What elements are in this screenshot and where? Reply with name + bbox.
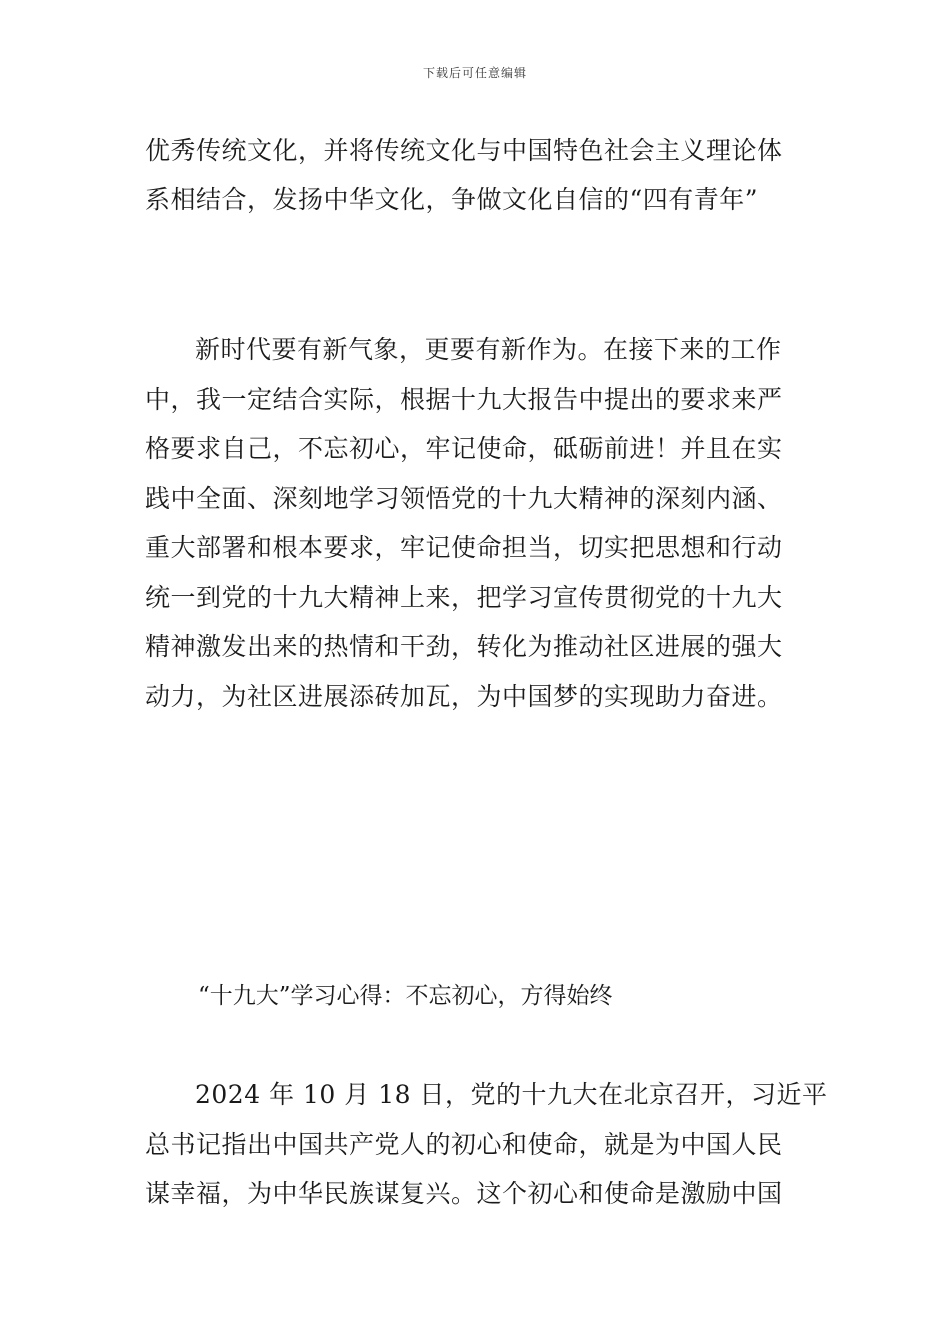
paragraph-2-line-3: 格要求自己，不忘初心，牢记使命，砥砺前进！并且在实	[145, 434, 783, 463]
paragraph-2-line-7: 精神激发出来的热情和干劲，转化为推动社区进展的强大	[145, 632, 783, 661]
paragraph-2-line-5: 重大部署和根本要求，牢记使命担当，切实把思想和行动	[145, 533, 783, 562]
paragraph-2-line-2: 中，我一定结合实际，根据十九大报告中提出的要求来严	[145, 385, 783, 414]
paragraph-3-line-3: 谋幸福，为中华民族谋复兴。这个初心和使命是激励中国	[145, 1179, 783, 1208]
paragraph-1-line-1: 优秀传统文化，并将传统文化与中国特色社会主义理论体	[145, 136, 783, 165]
paragraph-2-line-4: 践中全面、深刻地学习领悟党的十九大精神的深刻内涵、	[145, 484, 783, 513]
paragraph-3-line-1: 2024 年 10 月 18 日，党的十九大在北京召开，习近平	[195, 1080, 828, 1109]
header-note: 下载后可任意编辑	[422, 66, 527, 80]
paragraph-1-line-2: 系相结合，发扬中华文化，争做文化自信的“四有青年”	[145, 185, 759, 214]
section-title: “十九大”学习心得：不忘初心，方得始终	[198, 983, 613, 1009]
paragraph-2-line-8: 动力，为社区进展添砖加瓦，为中国梦的实现助力奋进。	[145, 682, 783, 711]
paragraph-2-line-1: 新时代要有新气象，更要有新作为。在接下来的工作	[195, 335, 782, 364]
paragraph-2-line-6: 统一到党的十九大精神上来，把学习宣传贯彻党的十九大	[145, 583, 783, 612]
paragraph-3-line-2: 总书记指出中国共产党人的初心和使命，就是为中国人民	[145, 1130, 783, 1159]
